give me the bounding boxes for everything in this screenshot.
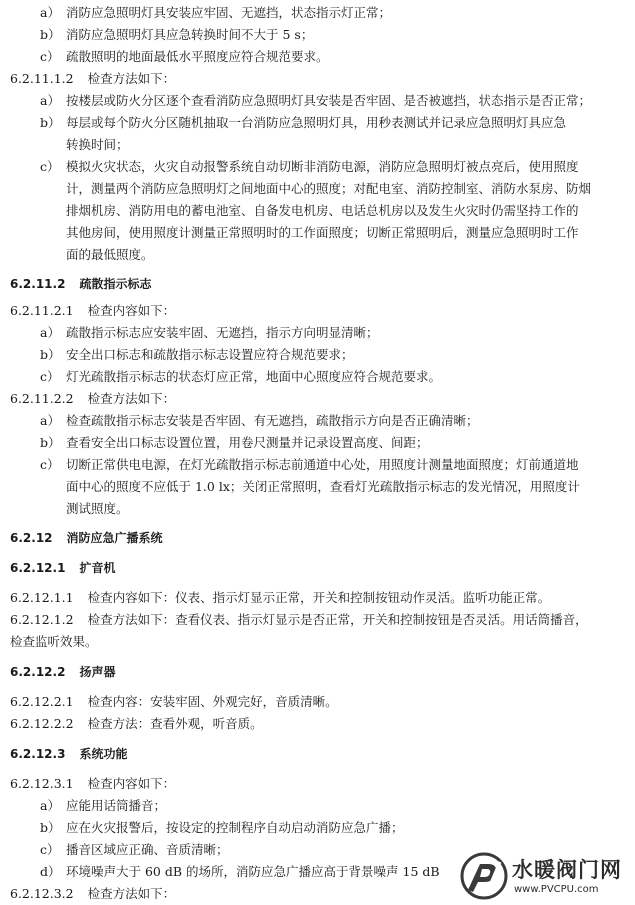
list-item xyxy=(0,135,635,155)
list-item xyxy=(0,91,635,111)
list-item xyxy=(0,345,635,365)
section-heading xyxy=(0,274,635,294)
watermark-url: www.PVCPU.com xyxy=(514,884,599,895)
clause-number: 6.2.12.2.1 xyxy=(10,694,74,709)
clause-number: 6.2.11.2 xyxy=(10,277,66,291)
list-item xyxy=(0,25,635,45)
clause-text: 检查方法如下： xyxy=(87,886,176,901)
list-item xyxy=(0,245,635,265)
line-text: 模拟火灾状态，火灾自动报警系统自动切断非消防电源，消防应急照明灯被点亮后，使用照度 xyxy=(66,159,579,174)
clause-number: 6.2.11.2.1 xyxy=(10,303,74,318)
list-marker: b） xyxy=(40,347,61,362)
clause-number: 6.2.12.1.1 xyxy=(10,590,74,605)
watermark-title: 水暖阀门网 xyxy=(512,858,622,882)
list-item xyxy=(0,367,635,387)
section-heading xyxy=(0,744,635,764)
list-item xyxy=(0,632,635,652)
clause-text: 检查内容如下：仪表、指示灯显示正常，开关和控制按钮动作灵活。监听功能正常。 xyxy=(87,590,551,605)
line-text: 疏散照明的地面最低水平照度应符合规范要求。 xyxy=(66,49,329,64)
line-text: 应能用话筒播音； xyxy=(66,798,167,813)
list-item xyxy=(0,411,635,431)
list-marker: b） xyxy=(40,115,61,130)
list-item xyxy=(0,477,635,497)
watermark xyxy=(458,848,630,902)
line-text: 灯光疏散指示标志的状态灯应正常，地面中心照度应符合规范要求。 xyxy=(66,369,442,384)
list-item xyxy=(0,818,635,838)
list-marker: b） xyxy=(40,435,61,450)
clause-number: 6.2.12 xyxy=(10,531,53,545)
list-marker: a） xyxy=(40,5,60,20)
clause-number: 6.2.12.2.2 xyxy=(10,716,74,731)
clause-text: 检查内容：安装牢固、外观完好，音质清晰。 xyxy=(87,694,338,709)
clause-text: 检查方法如下： xyxy=(87,71,176,86)
clause-text: 检查内容如下： xyxy=(87,303,176,318)
list-marker: c） xyxy=(40,49,60,64)
clause-line xyxy=(0,588,635,608)
clause-number: 6.2.12.1 xyxy=(10,561,66,575)
clause-number: 6.2.12.1.2 xyxy=(10,612,74,627)
line-text: 计，测量两个消防应急照明灯之间地面中心的照度；对配电室、消防控制室、消防水泵房、防烟 xyxy=(66,181,592,196)
watermark-logo-icon xyxy=(458,850,510,902)
list-marker: c） xyxy=(40,159,60,174)
list-marker: c） xyxy=(40,369,60,384)
list-item xyxy=(0,223,635,243)
list-marker: b） xyxy=(40,820,61,835)
list-marker: d） xyxy=(40,864,61,879)
list-item xyxy=(0,201,635,221)
line-text: 播音区域应正确、音质清晰； xyxy=(66,842,229,857)
clause-line xyxy=(0,610,635,630)
list-item xyxy=(0,433,635,453)
clause-text: 检查方法如下：查看仪表、指示灯显示是否正常，开关和控制按钮是否灵活。用话筒播音， xyxy=(87,612,588,627)
list-item xyxy=(0,113,635,133)
heading-text: 消防应急广播系统 xyxy=(66,531,163,545)
list-marker: a） xyxy=(40,325,60,340)
list-item xyxy=(0,796,635,816)
clause-number: 6.2.12.3.2 xyxy=(10,886,74,901)
clause-line xyxy=(0,692,635,712)
list-item xyxy=(0,179,635,199)
heading-text: 扩音机 xyxy=(79,561,116,575)
list-marker: a） xyxy=(40,93,60,108)
line-text: 每层或每个防火分区随机抽取一台消防应急照明灯具，用秒表测试并记录应急照明灯具应急 xyxy=(66,115,567,130)
line-text: 测试照度。 xyxy=(66,501,129,516)
line-text: 查看安全出口标志设置位置，用卷尺测量并记录设置高度、间距； xyxy=(66,435,429,450)
list-item xyxy=(0,499,635,519)
list-marker: a） xyxy=(40,413,60,428)
line-text: 切断正常供电电源，在灯光疏散指示标志前通道中心处，用照度计测量地面照度；灯前通道地 xyxy=(66,457,579,472)
list-item xyxy=(0,3,635,23)
section-heading xyxy=(0,558,635,578)
line-text: 面的最低照度。 xyxy=(66,247,154,262)
line-text: 检查疏散指示标志安装是否牢固、有无遮挡，疏散指示方向是否正确清晰； xyxy=(66,413,479,428)
line-text: 转换时间； xyxy=(66,137,129,152)
clause-line xyxy=(0,774,635,794)
list-item xyxy=(0,323,635,343)
clause-line xyxy=(0,714,635,734)
clause-number: 6.2.11.1.2 xyxy=(10,71,74,86)
heading-text: 疏散指示标志 xyxy=(79,277,152,291)
clause-line xyxy=(0,301,635,321)
line-text: 其他房间，使用照度计测量正常照明时的工作面照度；切断正常照明后，测量应急照明时工作 xyxy=(66,225,579,240)
line-text: 排烟机房、消防用电的蓄电池室、自备发电机房、电话总机房以及发生火灾时仍需坚持工作的 xyxy=(66,203,579,218)
clause-text: 检查内容如下： xyxy=(87,776,176,791)
clause-line xyxy=(0,69,635,89)
list-item xyxy=(0,47,635,67)
clause-number: 6.2.12.3 xyxy=(10,747,66,761)
clause-number: 6.2.12.2 xyxy=(10,665,66,679)
line-text: 环境噪声大于 60 dB 的场所，消防应急广播应高于背景噪声 15 dB xyxy=(66,864,440,879)
heading-text: 扬声器 xyxy=(79,665,116,679)
list-item xyxy=(0,455,635,475)
list-marker: c） xyxy=(40,842,60,857)
list-marker: a） xyxy=(40,798,60,813)
line-text: 面中心的照度不应低于 1.0 lx；关闭正常照明，查看灯光疏散指示标志的发光情况，用照度计 xyxy=(66,479,580,494)
line-text: 消防应急照明灯具应急转换时间不大于 5 s； xyxy=(66,27,314,42)
line-text: 消防应急照明灯具安装应牢固、无遮挡，状态指示灯正常； xyxy=(66,5,392,20)
line-text: 按楼层或防火分区逐个查看消防应急照明灯具安装是否牢固、是否被遮挡，状态指示是否正常； xyxy=(66,93,592,108)
line-text: 检查监听效果。 xyxy=(10,634,98,649)
section-heading xyxy=(0,662,635,682)
section-heading xyxy=(0,528,635,548)
list-marker: b） xyxy=(40,27,61,42)
clause-text: 检查方法如下： xyxy=(87,391,176,406)
line-text: 疏散指示标志应安装牢固、无遮挡，指示方向明显清晰； xyxy=(66,325,379,340)
clause-text: 检查方法：查看外观，听音质。 xyxy=(87,716,263,731)
clause-number: 6.2.12.3.1 xyxy=(10,776,74,791)
clause-line xyxy=(0,389,635,409)
line-text: 应在火灾报警后，按设定的控制程序自动启动消防应急广播； xyxy=(66,820,404,835)
line-text: 安全出口标志和疏散指示标志设置应符合规范要求； xyxy=(66,347,354,362)
clause-number: 6.2.11.2.2 xyxy=(10,391,74,406)
list-marker: c） xyxy=(40,457,60,472)
heading-text: 系统功能 xyxy=(79,747,128,761)
list-item xyxy=(0,157,635,177)
